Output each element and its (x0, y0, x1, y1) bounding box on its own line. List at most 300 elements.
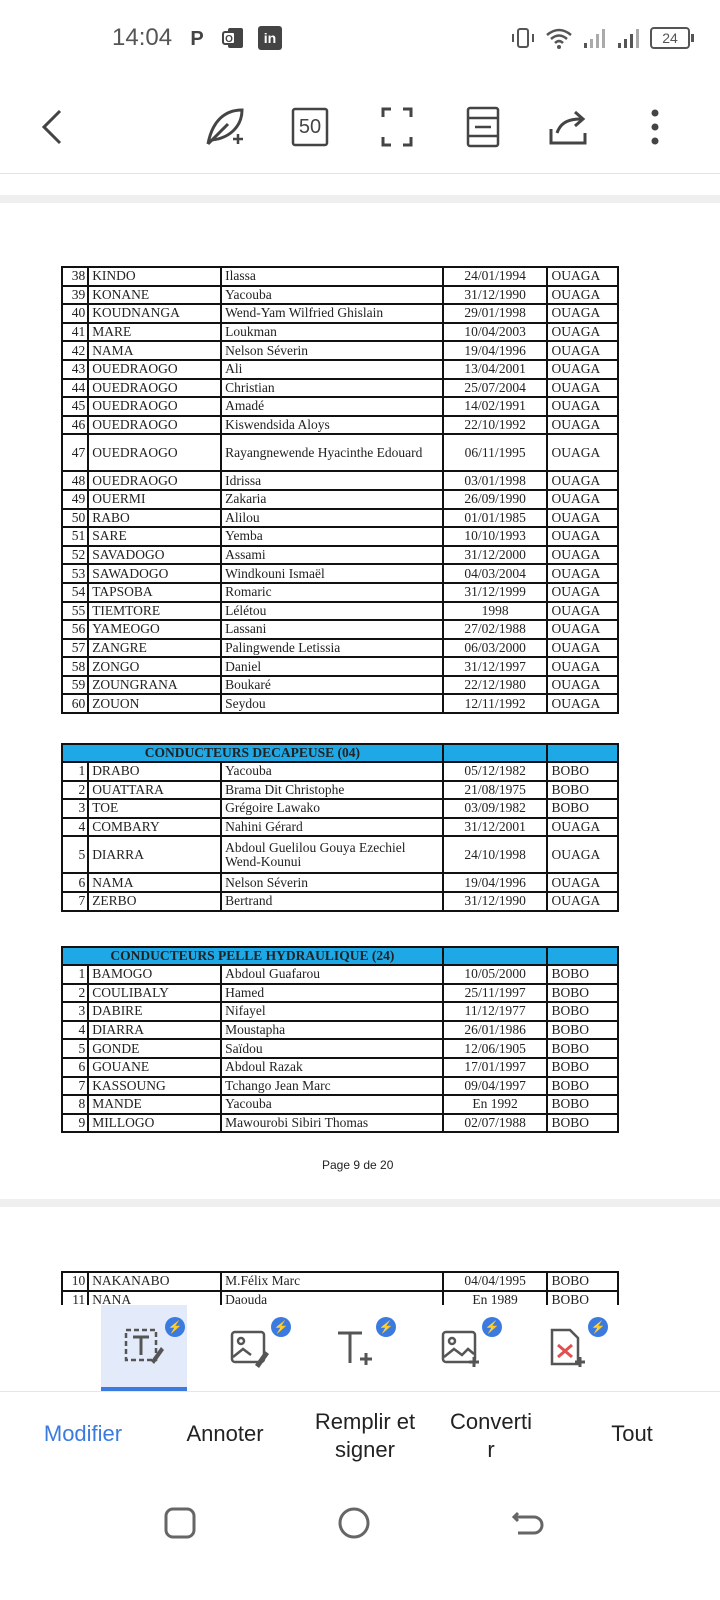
last-name-cell (88, 471, 221, 490)
row-number (62, 286, 88, 305)
city-cell-text: BOBO (551, 1003, 589, 1019)
first-name-cell-text: Yacouba (225, 286, 272, 302)
birth-date-cell-text: 31/12/1997 (464, 658, 526, 674)
city-cell (547, 434, 618, 471)
last-name-cell-text: DABIRE (92, 1003, 143, 1019)
birth-date-cell-text: 31/12/2001 (464, 819, 526, 835)
last-name-cell (88, 694, 221, 713)
last-name-cell-text: OUERMI (92, 491, 146, 507)
birth-date-cell (443, 434, 548, 471)
table-row (62, 1002, 618, 1021)
table-row (62, 836, 618, 873)
row-number-text: 1 (78, 966, 86, 982)
first-name-cell-text: Lélétou (225, 602, 267, 618)
table-row (62, 1077, 618, 1096)
notification-icons (186, 26, 282, 52)
birth-date-cell (443, 379, 548, 398)
system-navigation-bar (0, 1481, 720, 1600)
city-cell (547, 1077, 618, 1096)
row-number-text: 44 (71, 379, 86, 395)
last-name-cell (88, 965, 221, 984)
row-number (62, 397, 88, 416)
birth-date-cell (443, 1002, 548, 1021)
row-number (62, 873, 88, 892)
first-name-cell-text: Mawourobi Sibiri Thomas (225, 1115, 369, 1131)
last-name-cell (88, 490, 221, 509)
birth-date-cell-text: 10/04/2003 (464, 324, 526, 340)
first-name-cell (221, 892, 443, 911)
birth-date-cell (443, 583, 548, 602)
edit-text-icon (123, 1325, 165, 1367)
table-row (62, 620, 618, 639)
city-cell-text: BOBO (551, 1040, 589, 1056)
first-name-cell-text: Palingwende Letissia (225, 639, 341, 655)
pdf-document-view[interactable] (0, 175, 720, 1305)
city-cell-text: OUAGA (551, 639, 601, 655)
city-cell (547, 360, 618, 379)
first-name-cell (221, 676, 443, 695)
row-number (62, 620, 88, 639)
signal-icon-2 (616, 26, 642, 50)
row-number-text: 1 (78, 763, 86, 779)
row-number-text: 55 (71, 602, 86, 618)
first-name-cell (221, 1002, 443, 1021)
first-name-cell-text: Loukman (225, 324, 277, 340)
table-ouaga-drivers (61, 266, 619, 714)
back-button[interactable] (28, 102, 78, 152)
last-name-cell (88, 620, 221, 639)
row-number (62, 1002, 88, 1021)
birth-date-cell (443, 1058, 548, 1077)
birth-date-cell-text: 06/11/1995 (464, 444, 526, 460)
city-cell (547, 1002, 618, 1021)
table-row (62, 657, 618, 676)
edit-tools-bar (0, 1305, 720, 1391)
premium-bolt-icon: ⚡ (271, 1317, 291, 1337)
last-name-cell (88, 341, 221, 360)
birth-date-cell-text: 13/04/2001 (464, 361, 526, 377)
birth-date-cell (443, 564, 548, 583)
city-cell-text: OUAGA (551, 874, 601, 890)
reading-mode-icon (465, 105, 501, 149)
birth-date-cell (443, 360, 548, 379)
table-row (62, 546, 618, 565)
last-name-cell-text: RABO (92, 509, 130, 525)
row-number (62, 657, 88, 676)
system-icons (510, 26, 690, 50)
city-cell-text: OUAGA (551, 528, 601, 544)
birth-date-cell (443, 304, 548, 323)
city-cell (547, 564, 618, 583)
last-name-cell-text: OUEDRAOGO (92, 444, 178, 460)
first-name-cell-text: Zakaria (225, 491, 267, 507)
birth-date-cell-text: 17/01/1997 (464, 1059, 526, 1075)
last-name-cell-text: OUEDRAOGO (92, 472, 178, 488)
city-cell-text: BOBO (551, 1291, 589, 1305)
last-name-cell (88, 1272, 221, 1291)
city-cell (547, 965, 618, 984)
row-number-text: 43 (71, 361, 86, 377)
last-name-cell-text: KINDO (92, 268, 136, 284)
recents-icon (160, 1503, 200, 1543)
last-name-cell (88, 583, 221, 602)
first-name-cell (221, 267, 443, 286)
table-row (62, 1291, 618, 1305)
page-number-button[interactable] (285, 102, 335, 152)
last-name-cell-text: SAVADOGO (92, 547, 165, 563)
first-name-cell-text: Yacouba (225, 1096, 272, 1112)
city-cell-text: OUAGA (551, 695, 601, 711)
page-separator (0, 1199, 720, 1207)
first-name-cell (221, 583, 443, 602)
first-name-cell-text: Bertrand (225, 893, 273, 909)
birth-date-cell-text: 04/04/1995 (464, 1273, 526, 1289)
share-button[interactable] (544, 102, 594, 152)
fullscreen-button[interactable] (372, 102, 422, 152)
last-name-cell-text: GONDE (92, 1040, 140, 1056)
row-number-text: 49 (71, 491, 86, 507)
premium-bolt-icon: ⚡ (376, 1317, 396, 1337)
first-name-cell-text: Lassani (225, 621, 267, 637)
row-number (62, 1039, 88, 1058)
first-name-cell (221, 984, 443, 1003)
city-cell-text: OUAGA (551, 361, 601, 377)
birth-date-cell (443, 1095, 548, 1114)
first-name-cell-text: Abdoul Guafarou (225, 966, 320, 982)
tab-modifier[interactable]: Modifier (43, 1421, 123, 1446)
row-number-text: 54 (71, 584, 86, 600)
row-number (62, 1077, 88, 1096)
city-cell-text: BOBO (551, 1096, 589, 1112)
row-number-text: 3 (78, 800, 86, 816)
birth-date-cell (443, 471, 548, 490)
first-name-cell-text: Brama Dit Christophe (225, 781, 345, 797)
table-row (62, 984, 618, 1003)
last-name-cell-text: DIARRA (92, 1022, 144, 1038)
first-name-cell-text: Abdoul Guelilou Gouya Ezechiel (225, 839, 406, 855)
top-toolbar (0, 80, 720, 174)
back-nav-button[interactable] (508, 1503, 548, 1543)
row-number-text: 42 (71, 342, 86, 358)
back-nav-icon (508, 1503, 548, 1543)
first-name-cell-text: Windkouni Ismaël (225, 565, 325, 581)
pdf-sign-tool[interactable] (524, 1305, 610, 1391)
last-name-cell-text: DIARRA (92, 846, 144, 862)
last-name-cell-text: DRABO (92, 763, 140, 779)
city-cell-text: OUAGA (551, 472, 601, 488)
last-name-cell-text: ZOUNGRANA (92, 677, 178, 693)
premium-bolt-icon: ⚡ (482, 1317, 502, 1337)
birth-date-cell (443, 694, 548, 713)
birth-date-cell (443, 1114, 548, 1133)
reading-mode-button[interactable] (458, 102, 508, 152)
page-number-value: 50 (298, 115, 322, 138)
birth-date-cell-text: 25/07/2004 (464, 379, 526, 395)
birth-date-cell-text: En 1989 (472, 1291, 518, 1305)
table-row (62, 416, 618, 435)
row-number (62, 1114, 88, 1133)
p-icon: P (190, 28, 204, 50)
pdf-sign-icon (546, 1327, 588, 1369)
last-name-cell (88, 762, 221, 781)
add-text-tool[interactable] (312, 1305, 398, 1391)
row-number-text: 48 (71, 472, 86, 488)
last-name-cell-text: NAMA (92, 874, 134, 890)
city-cell-text: OUAGA (551, 565, 601, 581)
table-row (62, 676, 618, 695)
city-cell-text: BOBO (551, 781, 589, 797)
city-cell (547, 657, 618, 676)
last-name-cell-text: KASSOUNG (92, 1077, 166, 1093)
last-name-cell-text: OUEDRAOGO (92, 398, 178, 414)
row-number (62, 799, 88, 818)
feather-ai-icon (202, 104, 248, 150)
birth-date-cell (443, 341, 548, 360)
first-name-cell (221, 341, 443, 360)
birth-date-cell (443, 546, 548, 565)
first-name-cell-text: Romaric (225, 584, 272, 600)
row-number (62, 1058, 88, 1077)
row-number-text: 7 (78, 893, 86, 909)
row-number (62, 694, 88, 713)
birth-date-cell-text: 19/04/1996 (464, 874, 526, 890)
first-name-cell-text: Boukaré (225, 677, 271, 693)
row-number (62, 379, 88, 398)
birth-date-cell-text: 22/10/1992 (464, 417, 526, 433)
last-name-cell (88, 323, 221, 342)
row-number (62, 781, 88, 800)
ai-assistant-button[interactable] (200, 102, 250, 152)
last-name-cell-text: OUEDRAOGO (92, 361, 178, 377)
first-name-cell-text: Nahini Gérard (225, 819, 303, 835)
first-name-cell (221, 1039, 443, 1058)
first-name-cell (221, 416, 443, 435)
row-number (62, 892, 88, 911)
birth-date-cell (443, 836, 548, 873)
birth-date-cell-text: 05/12/1982 (464, 763, 526, 779)
birth-date-cell (443, 509, 548, 528)
row-number-text: 8 (78, 1096, 86, 1112)
table-row (62, 379, 618, 398)
city-cell-text: OUAGA (551, 491, 601, 507)
table-row (62, 892, 618, 911)
city-cell (547, 799, 618, 818)
first-name-cell-text: Nifayel (225, 1003, 266, 1019)
city-cell (547, 694, 618, 713)
first-name-cell (221, 379, 443, 398)
first-name-cell (221, 323, 443, 342)
first-name-cell (221, 965, 443, 984)
row-number (62, 434, 88, 471)
last-name-cell-text: TIEMTORE (92, 602, 161, 618)
last-name-cell (88, 1039, 221, 1058)
table-row (62, 639, 618, 658)
city-cell-text: OUAGA (551, 398, 601, 414)
premium-bolt-icon: ⚡ (588, 1317, 608, 1337)
first-name-cell (221, 304, 443, 323)
table-row (62, 602, 618, 621)
last-name-cell (88, 639, 221, 658)
row-number (62, 471, 88, 490)
last-name-cell (88, 602, 221, 621)
table-row (62, 1039, 618, 1058)
table-row (62, 286, 618, 305)
more-button[interactable] (630, 102, 680, 152)
birth-date-cell-text: 12/06/1905 (464, 1040, 526, 1056)
premium-bolt-icon: ⚡ (165, 1317, 185, 1337)
city-cell (547, 892, 618, 911)
home-button[interactable] (334, 1503, 374, 1543)
last-name-cell (88, 434, 221, 471)
city-cell (547, 267, 618, 286)
add-text-icon (334, 1327, 376, 1369)
birth-date-cell (443, 762, 548, 781)
clock: 14:04 (112, 24, 173, 51)
row-number-text: 52 (71, 547, 86, 563)
city-cell-text: OUAGA (551, 417, 601, 433)
city-cell-text: OUAGA (551, 444, 601, 460)
city-cell (547, 323, 618, 342)
birth-date-cell-text: 31/12/1990 (464, 286, 526, 302)
row-number (62, 490, 88, 509)
first-name-cell-text: Christian (225, 379, 275, 395)
tab-annoter[interactable]: Annoter (186, 1421, 264, 1446)
birth-date-cell-text: 1998 (481, 602, 509, 618)
row-number (62, 1095, 88, 1114)
birth-date-cell-text: 01/01/1985 (464, 509, 526, 525)
last-name-cell-text: TOE (92, 800, 119, 816)
last-name-cell (88, 304, 221, 323)
edit-image-tool[interactable] (207, 1305, 293, 1391)
city-cell (547, 836, 618, 873)
first-name-cell-text: Nelson Séverin (225, 874, 308, 890)
status-bar (0, 0, 720, 80)
fullscreen-icon (379, 105, 415, 149)
last-name-cell (88, 657, 221, 676)
city-cell (547, 1114, 618, 1133)
table-conducteurs-pelle-hydraulique (61, 946, 619, 1133)
first-name-cell (221, 360, 443, 379)
first-name-cell-text: Seydou (225, 695, 266, 711)
last-name-cell-text: OUATTARA (92, 781, 164, 797)
first-name-cell-text: Ali (225, 361, 243, 377)
city-cell-text: OUAGA (551, 602, 601, 618)
city-cell-text: BOBO (551, 1059, 589, 1075)
city-cell (547, 602, 618, 621)
row-number-text: 58 (71, 658, 86, 674)
first-name-cell-text: Saïdou (225, 1040, 263, 1056)
last-name-cell-text: COULIBALY (92, 984, 169, 1000)
first-name-cell (221, 836, 443, 873)
tab-convertir[interactable]: Converti r (450, 1409, 532, 1462)
last-name-cell-text: ZONGO (92, 658, 140, 674)
city-cell (547, 762, 618, 781)
last-name-cell-text: YAMEOGO (92, 621, 160, 637)
birth-date-cell-text: 11/12/1977 (464, 1003, 526, 1019)
row-number (62, 341, 88, 360)
recents-button[interactable] (160, 1503, 200, 1543)
table-row (62, 1114, 618, 1133)
mode-tabs (0, 1391, 720, 1481)
add-image-tool[interactable] (418, 1305, 504, 1391)
birth-date-cell (443, 602, 548, 621)
birth-date-cell-text: 03/09/1982 (464, 800, 526, 816)
table-row (62, 341, 618, 360)
birth-date-cell-text: 12/11/1992 (464, 695, 526, 711)
city-cell-text: OUAGA (551, 379, 601, 395)
last-name-cell (88, 676, 221, 695)
birth-date-cell (443, 416, 548, 435)
city-cell (547, 1039, 618, 1058)
row-number-text: 56 (71, 621, 86, 637)
outlook-icon (222, 26, 244, 52)
row-number (62, 583, 88, 602)
last-name-cell-text: NAKANABO (92, 1273, 170, 1289)
table-row (62, 527, 618, 546)
city-cell-text: OUAGA (551, 342, 601, 358)
birth-date-cell (443, 1021, 548, 1040)
birth-date-cell-text: 03/01/1998 (464, 472, 526, 488)
row-number-text: 53 (71, 565, 86, 581)
table-row (62, 781, 618, 800)
row-number-text: 46 (71, 417, 86, 433)
city-cell (547, 304, 618, 323)
row-number-text: 59 (71, 677, 86, 693)
last-name-cell (88, 379, 221, 398)
row-number-text: 5 (78, 846, 86, 862)
row-number (62, 360, 88, 379)
birth-date-cell (443, 1272, 548, 1291)
row-number (62, 1272, 88, 1291)
first-name-cell-text-line2: Wend-Kounui (225, 853, 302, 869)
city-cell (547, 639, 618, 658)
first-name-cell (221, 781, 443, 800)
edit-text-tool[interactable] (101, 1305, 187, 1391)
last-name-cell (88, 360, 221, 379)
linkedin-icon: in (258, 26, 282, 50)
tab-remplir-et-signer[interactable]: Remplir et signer (314, 1409, 416, 1462)
city-cell-text: OUAGA (551, 547, 601, 563)
birth-date-cell (443, 323, 548, 342)
row-number (62, 416, 88, 435)
row-number-text: 11 (72, 1291, 86, 1305)
row-number-text: 39 (71, 286, 86, 302)
last-name-cell (88, 984, 221, 1003)
first-name-cell (221, 286, 443, 305)
table-row (62, 1058, 618, 1077)
first-name-cell (221, 434, 443, 471)
last-name-cell-text: TAPSOBA (92, 584, 153, 600)
row-number-text: 38 (71, 268, 86, 284)
edit-image-icon (229, 1327, 271, 1369)
last-name-cell-text: OUEDRAOGO (92, 417, 178, 433)
first-name-cell (221, 527, 443, 546)
row-number (62, 267, 88, 286)
row-number (62, 984, 88, 1003)
row-number (62, 762, 88, 781)
last-name-cell-text: MILLOGO (92, 1115, 155, 1131)
svg-text:O: O (225, 34, 233, 45)
table-row (62, 490, 618, 509)
table-row (62, 799, 618, 818)
birth-date-cell-text: 29/01/1998 (464, 305, 526, 321)
birth-date-cell (443, 1077, 548, 1096)
tab-tout[interactable]: Tout (611, 1421, 653, 1446)
table-conducteurs-decapeuse (61, 743, 619, 912)
table-row (62, 1095, 618, 1114)
city-cell-text: BOBO (551, 966, 589, 982)
city-cell (547, 781, 618, 800)
